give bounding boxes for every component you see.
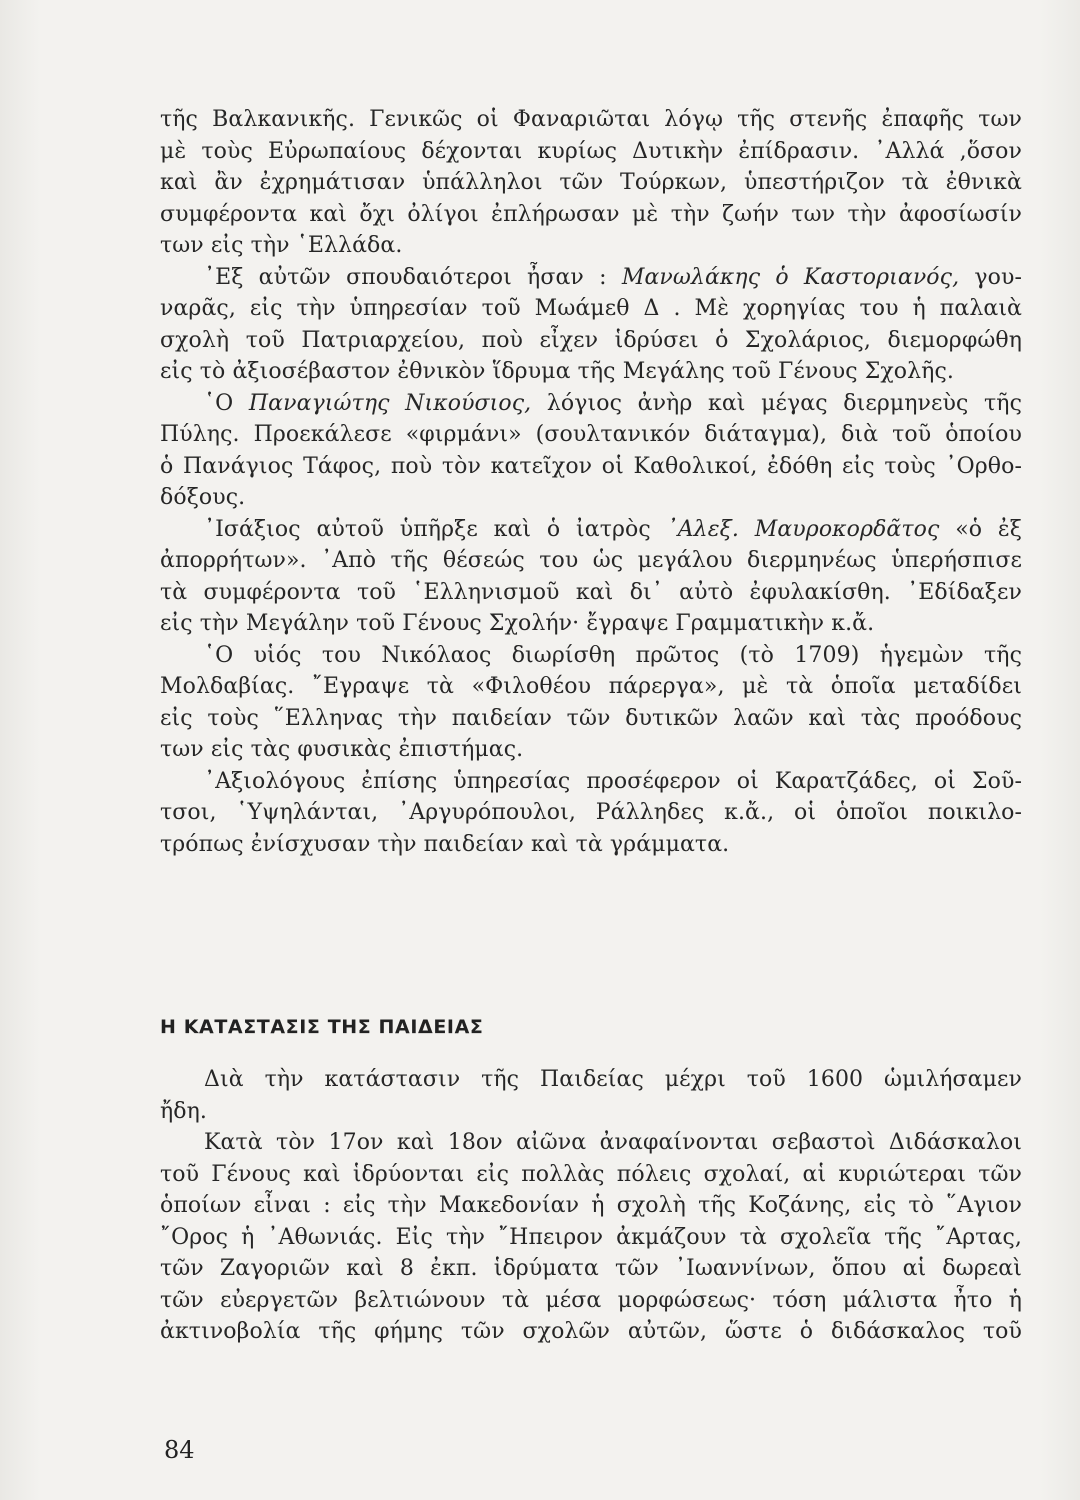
text-line: εἰς τὸ ἀξιοσέβαστον ἐθνικὸν ἵδρυμα τῆς Μεγάλης τοῦ Γένους Σχολῆς. <box>160 359 954 384</box>
text-line <box>160 514 1022 546</box>
text-line: Κατὰ τὸν 17ον καὶ 18ον αἰῶνα ἀναφαίνονται σεβαστοὶ Διδάσκαλοι <box>204 1130 1022 1155</box>
text-line: των εἰς τὴν ῾Ελλάδα. <box>160 233 403 258</box>
text-run: ᾿Ισάξιος αὐτοῦ ὑπῆρξε καὶ ὁ ἰατρὸς <box>204 516 667 542</box>
text-line: Διὰ τὴν κατάστασιν τῆς Παιδείας μέχρι τοῦ 1600 ὡμιλήσαμεν <box>204 1067 1022 1092</box>
text-line: ἤδη. <box>160 1098 207 1124</box>
text-line: ἀκτινοβολία τῆς φήμης τῶν σχολῶν αὐτῶν, ὥστε ὁ διδάσκαλος τοῦ <box>160 1319 1022 1344</box>
main-text <box>160 104 1022 860</box>
person-name: ᾿Αλεξ. Μαυροκορδᾶτος <box>666 516 940 542</box>
text-run: ᾿Εξ αὐτῶν σπουδαιότεροι ἦσαν : <box>204 264 622 290</box>
text-line: τὰ συμφέροντα τοῦ ῾Ελληνισμοῦ καὶ δι᾿ αὐτὸ ἐφυλακίσθη. ᾿Εδίδαξεν <box>160 579 1022 605</box>
text-line: τῶν Ζαγοριῶν καὶ 8 ἐκπ. ἱδρύματα τῶν ᾿Ιωαννίνων, ὅπου αἱ δωρεαὶ <box>160 1256 1022 1281</box>
text-line: Μολδαβίας. ῎Εγραψε τὰ «Φιλοθέου πάρεργα», μὲ τὰ ὁποῖα μεταδίδει <box>160 674 1022 699</box>
text-line <box>160 388 1022 420</box>
text-line: ὁποίων εἶναι : εἰς τὴν Μακεδονίαν ἡ σχολὴ τῆς Κοζάνης, εἰς τὸ ῞Αγιον <box>160 1193 1022 1218</box>
text-line: τσοι, ῾Υψηλάνται, ᾿Αργυρόπουλοι, Ράλληδες κ.ἄ., οἱ ὁποῖοι ποικιλο- <box>160 800 1022 825</box>
text-line: δόξους. <box>160 485 246 510</box>
text-line: ῾Ο υἱός του Νικόλαος διωρίσθη πρῶτος (τὸ 1709) ἡγεμὼν τῆς <box>204 642 1022 668</box>
text-line: τοῦ Γένους καὶ ἱδρύονται εἰς πολλὰς πόλεις σχολαί, αἱ κυριώτεραι τῶν <box>160 1161 1022 1187</box>
text-run: ῾Ο <box>204 390 249 416</box>
text-line <box>160 262 1022 294</box>
text-line: Πύλης. Προεκάλεσε «φιρμάνι» (σουλτανικόν διάταγμα), διὰ τοῦ ὁποίου <box>160 422 1022 447</box>
section-heading: Η ΚΑΤΑΣΤΑΣΙΣ ΤΗΣ ΠΑΙΔΕΙΑΣ <box>160 1016 484 1038</box>
text-line: τῶν εὐεργετῶν βελτιώνουν τὰ μέσα μορφώσεως· τόση μάλιστα ἦτο ἡ <box>160 1287 1022 1313</box>
text-run: γου- <box>959 264 1022 290</box>
text-line: εἰς τὴν Μεγάλην τοῦ Γένους Σχολήν· ἔγραψε Γραμματικὴν κ.ἄ. <box>160 611 875 636</box>
text-line: τῆς Βαλκανικῆς. Γενικῶς οἱ Φαναριῶται λόγῳ τῆς στενῆς ἐπαφῆς των <box>160 107 1022 132</box>
text-line: ῎Ορος ἡ ᾿Αθωνιάς. Εἰς τὴν ῎Ηπειρον ἀκμάζουν τὰ σχολεῖα τῆς ῎Αρτας, <box>160 1224 1022 1250</box>
text-line: εἰς τοὺς ῞Ελληνας τὴν παιδείαν τῶν δυτικῶν λαῶν καὶ τὰς προόδους <box>160 705 1022 731</box>
text-line: καὶ ἂν ἐχρημάτισαν ὑπάλληλοι τῶν Τούρκων, ὑπεστήριζον τὰ ἐθνικὰ <box>160 170 1022 195</box>
text-line: μὲ τοὺς Εὐρωπαίους δέχονται κυρίως Δυτικὴν ἐπίδρασιν. ᾿Αλλά ,ὅσον <box>160 138 1022 164</box>
text-line: ἀπορρήτων». ᾿Απὸ τῆς θέσεώς του ὡς μεγάλου διερμηνέως ὑπερήσπισε <box>160 548 1022 573</box>
person-name: Παναγιώτης Νικούσιος, <box>248 390 532 416</box>
person-name: Μανωλάκης ὁ Καστοριανός, <box>621 264 960 290</box>
text-line: ᾿Αξιολόγους ἐπίσης ὑπηρεσίας προσέφερον οἱ Καρατζάδες, οἱ Σοῦ- <box>204 768 1022 794</box>
text-run: «ὁ ἐξ <box>939 516 1022 542</box>
text-line: ὁ Πανάγιος Τάφος, ποὺ τὸν κατεῖχον οἱ Καθολικοί, ἐδόθη εἰς τοὺς ᾿Ορθο- <box>160 453 1022 479</box>
text-line: τρόπως ἐνίσχυσαν τὴν παιδείαν καὶ τὰ γράμματα. <box>160 831 730 857</box>
text-line: συμφέροντα καὶ ὄχι ὀλίγοι ἐπλήρωσαν μὲ τὴν ζωήν των τὴν ἀφοσίωσίν <box>160 201 1022 227</box>
section-text <box>160 1064 1022 1348</box>
page-number: 84 <box>164 1436 195 1464</box>
text-line: ναρᾶς, εἰς τὴν ὑπηρεσίαν τοῦ Μωάμεθ Δ . Μὲ χορηγίας του ἡ παλαιὰ <box>160 296 1022 321</box>
text-line: σχολὴ τοῦ Πατριαρχείου, ποὺ εἶχεν ἱδρύσει ὁ Σχολάριος, διεμορφώθη <box>160 327 1022 353</box>
text-line: των εἰς τὰς φυσικὰς ἐπιστήμας. <box>160 737 524 762</box>
text-run: λόγιος ἀνὴρ καὶ μέγας διερμηνεὺς τῆς <box>531 390 1022 416</box>
